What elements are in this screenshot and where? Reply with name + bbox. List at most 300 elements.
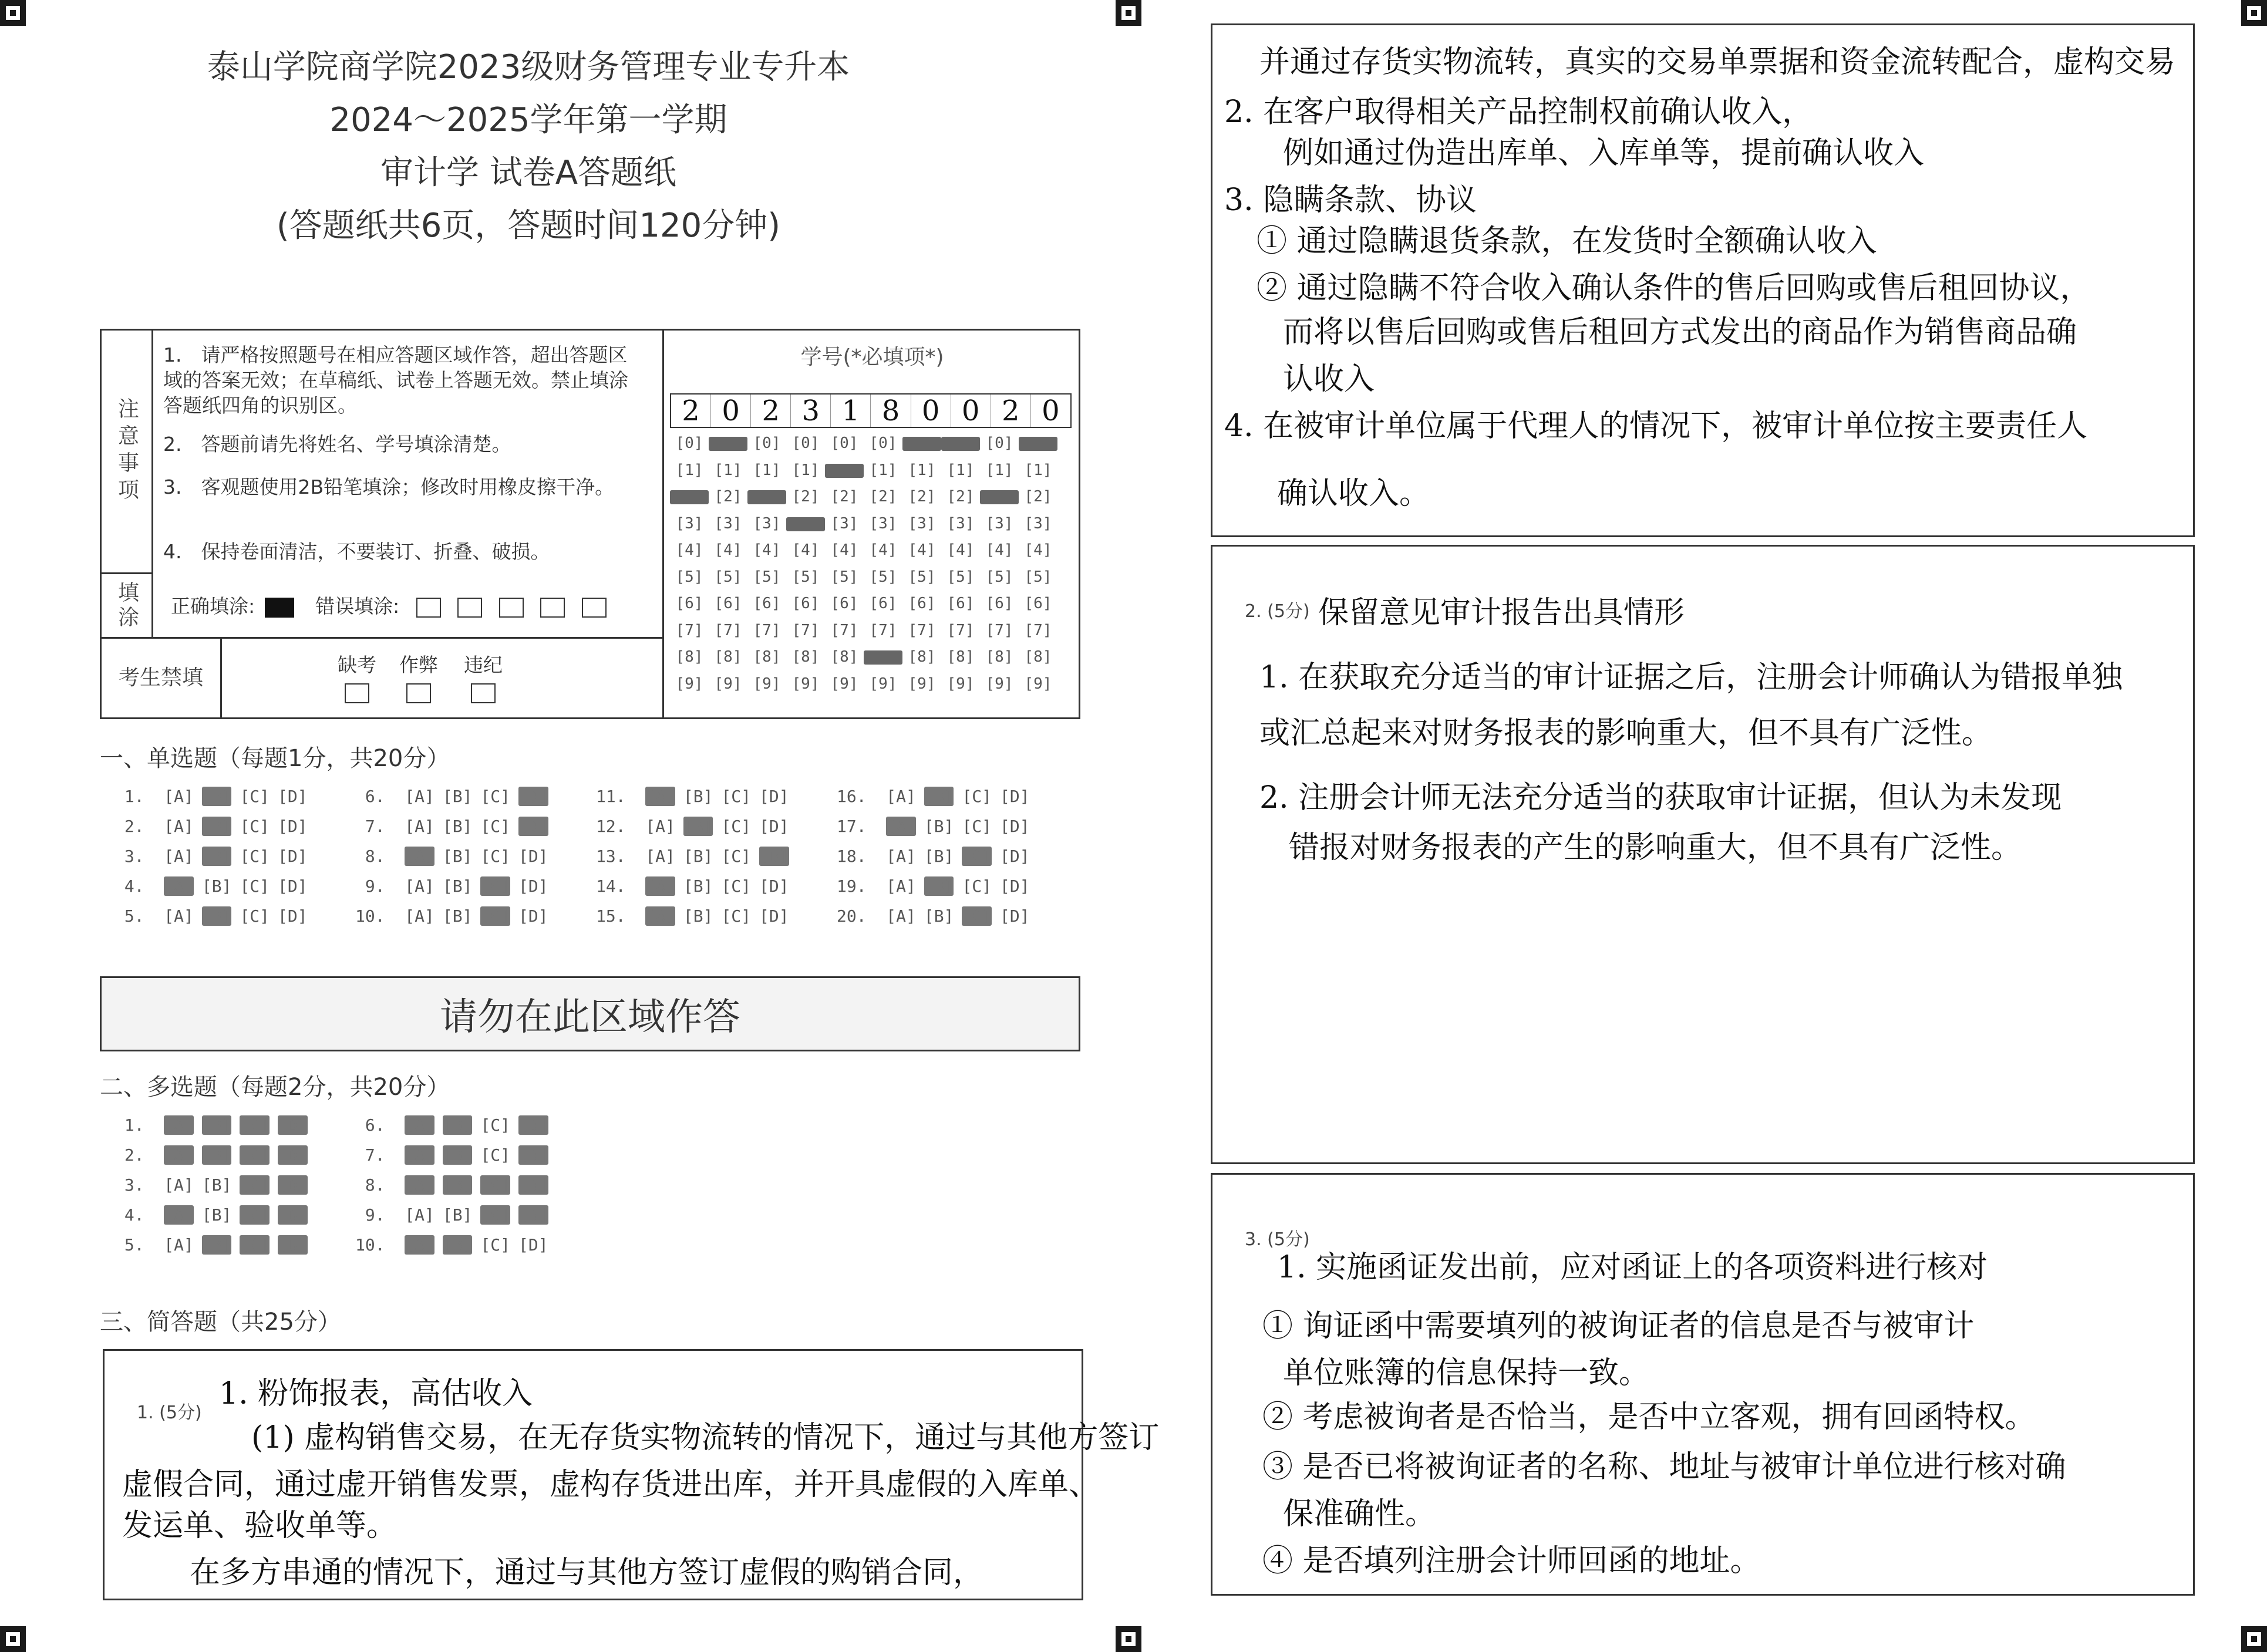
option-bubble[interactable]: [A] [164,876,194,896]
option-bubble[interactable]: [C] [721,787,752,806]
id-bubble[interactable]: [2] [908,488,936,505]
id-bubble[interactable]: [6] [753,595,781,612]
id-bubble[interactable]: [4] [908,541,936,559]
option-bubble[interactable]: [D] [278,1145,308,1165]
option-bubble[interactable]: [A] [645,787,675,806]
id-bubble[interactable]: [6] [675,595,703,612]
option-bubble[interactable]: [C] [962,847,992,866]
id-bubble[interactable]: [8] [753,648,781,666]
option-bubble[interactable]: [B] [683,876,713,896]
q3-line-4: ② 考虑被询者是否恰当，是否中立客观，拥有回函特权。 [1262,1400,2036,1435]
option-bubble[interactable]: [A] [405,1175,434,1195]
option-bubble[interactable]: [A] [886,787,916,806]
option-bubble[interactable]: [D] [1000,787,1030,806]
option-bubble[interactable]: [B] [201,817,232,836]
id-bubble[interactable]: [3] [908,514,936,532]
id-bubble[interactable]: [4] [753,541,781,559]
question-number: 9. [355,1205,405,1225]
single-choice-grid [114,787,1077,939]
option-bubble[interactable]: [C] [480,1235,511,1255]
question-row [114,847,316,866]
option-bubble[interactable]: [B] [442,876,473,896]
id-bubble[interactable]: [3] [714,514,742,532]
id-bubble[interactable]: [2] [714,488,742,505]
id-bubble[interactable] [980,490,1019,504]
option-bubble[interactable]: [B] [924,847,954,866]
id-bubble[interactable]: [1] [753,461,781,479]
option-bubble[interactable]: [A] [164,847,194,866]
id-bubble[interactable]: [7] [714,621,742,639]
id-bubble[interactable]: [8] [1024,648,1052,666]
option-bubble[interactable]: [D] [518,1235,548,1255]
wrong-mark-bracket [457,598,482,618]
exam-cheat: 作弊 [383,652,454,703]
id-bubble[interactable]: [2] [830,488,858,505]
id-bubble[interactable] [902,437,941,451]
q2-line-3: 或汇总起来对财务报表的影响重大，但不具有广泛性。 [1259,716,1993,751]
q1-line-2: (1) 虚构销售交易，在无存货实物流转的情况下，通过与其他方签订 [251,1420,1160,1455]
option-bubble[interactable]: [C] [721,906,752,926]
option-bubble[interactable]: [C] [240,847,270,866]
id-bubble-row [670,622,1057,639]
q1-cont-line-4: 3. 隐瞒条款、协议 [1224,183,1477,218]
option-bubble[interactable]: [D] [1000,817,1030,836]
option-bubble[interactable]: [B] [201,787,232,806]
id-bubble[interactable]: [1] [869,461,897,479]
id-bubble[interactable]: [5] [753,568,781,586]
id-bubble[interactable]: [6] [869,595,897,612]
id-bubble[interactable]: [0] [869,434,897,452]
option-bubble[interactable]: [C] [480,817,511,836]
option-bubble[interactable]: [A] [164,1115,194,1135]
option-bubble[interactable]: [C] [240,1205,270,1225]
id-bubble[interactable]: [5] [869,568,897,586]
option-bubble[interactable]: [A] [164,787,194,806]
id-bubble[interactable]: [4] [830,541,858,559]
option-bubble[interactable]: [B] [924,876,954,896]
wrong-mark-circle [540,598,565,618]
id-bubble[interactable]: [2] [946,488,975,505]
option-bubble[interactable]: [A] [164,1235,194,1255]
question-number: 16. [837,787,887,806]
q2-line-1: 保留意见审计报告出具情形 [1318,595,1685,631]
wrong-mark-dash [499,598,524,618]
id-bubble[interactable] [786,517,825,531]
notice-item-1: 1. 请严格按照题号在相应答题区域作答，超出答题区域的答案无效；在草稿纸、试卷上答题无效。禁止填涂答题纸四角的识别区。 [163,343,628,417]
option-bubble[interactable]: [C] [721,817,752,836]
option-bubble[interactable]: [D] [278,817,308,836]
id-bubble[interactable]: [9] [869,675,897,693]
option-bubble[interactable]: [D] [518,1115,548,1135]
question-row [355,1145,557,1165]
id-bubble[interactable]: [8] [985,648,1013,666]
option-bubble[interactable]: [B] [201,1175,232,1195]
id-bubble[interactable]: [6] [830,595,858,612]
id-bubble[interactable]: [1] [946,461,975,479]
option-bubble[interactable]: [D] [1000,847,1030,866]
question-number: 6. [355,787,405,806]
question-number: 6. [355,1115,405,1135]
id-bubble-row [670,648,1057,666]
answer-box-q1 [103,1349,1160,1600]
option-bubble[interactable]: [B] [442,1145,473,1165]
option-bubble[interactable]: [D] [278,1175,308,1195]
id-bubble[interactable]: [0] [791,434,820,452]
q2-line-5: 错报对财务报表的产生的影响重大，但不具有广泛性。 [1289,830,2022,865]
question-row [114,1205,316,1225]
id-bubble-row [670,515,1057,532]
question-number: 1. [114,787,164,806]
question-row [837,787,1038,806]
option-bubble[interactable]: [A] [164,1205,194,1225]
id-bubble[interactable]: [3] [675,514,703,532]
id-bubble[interactable]: [8] [675,648,703,666]
id-bubble[interactable]: [4] [714,541,742,559]
id-bubble[interactable]: [2] [791,488,820,505]
q1-cont-line-3: 例如通过伪造出库单、入库单等，提前确认收入 [1283,136,1925,171]
option-bubble[interactable]: [A] [886,876,916,896]
option-bubble[interactable]: [C] [240,906,270,926]
id-bubble-row [670,488,1057,505]
id-bubble[interactable] [825,464,864,478]
id-bubble[interactable]: [7] [985,621,1013,639]
id-bubble[interactable]: [7] [791,621,820,639]
option-bubble[interactable]: [D] [518,906,548,926]
id-bubble[interactable]: [1] [791,461,820,479]
student-id-grid [662,329,1080,719]
option-bubble[interactable]: [C] [240,787,270,806]
question-number: 3. [114,1175,164,1195]
question-row [114,787,316,806]
id-bubble[interactable]: [7] [908,621,936,639]
question-row [114,1175,316,1195]
option-bubble[interactable]: [B] [683,906,713,926]
id-bubble[interactable]: [9] [946,675,975,693]
id-bubble[interactable]: [5] [908,568,936,586]
option-bubble[interactable]: [B] [201,1115,232,1135]
id-bubble[interactable]: [1] [908,461,936,479]
id-bubble[interactable]: [1] [675,461,703,479]
option-bubble[interactable]: [C] [962,876,992,896]
id-bubble[interactable]: [2] [869,488,897,505]
option-bubble[interactable]: [C] [480,906,511,926]
id-bubble[interactable]: [7] [830,621,858,639]
id-bubble[interactable]: [6] [714,595,742,612]
question-row [355,787,557,806]
id-bubble[interactable]: [8] [946,648,975,666]
option-bubble[interactable]: [C] [240,1235,270,1255]
id-bubble[interactable]: [8] [830,648,858,666]
option-bubble[interactable]: [B] [924,906,954,926]
option-bubble[interactable]: [D] [278,787,308,806]
option-bubble[interactable]: [D] [518,876,548,896]
notice-item-3: 3. 客观题使用2B铅笔填涂；修改时用橡皮擦干净。 [163,476,615,498]
option-bubble[interactable]: [B] [201,906,232,926]
option-bubble[interactable]: [A] [405,847,434,866]
id-bubble[interactable]: [6] [985,595,1013,612]
question-row [355,876,557,896]
option-bubble[interactable]: [D] [278,1235,308,1255]
option-bubble[interactable]: [A] [405,1235,434,1255]
option-bubble[interactable]: [D] [759,817,789,836]
id-bubble[interactable]: [1] [714,461,742,479]
option-bubble[interactable]: [B] [924,817,954,836]
id-bubble[interactable] [864,650,902,665]
question-number: 18. [837,847,887,866]
q2-line-2: 1. 在获取充分适当的审计证据之后，注册会计师确认为错报单独 [1259,660,2123,695]
option-bubble[interactable]: [C] [480,847,511,866]
id-bubble[interactable] [747,490,786,504]
question-number: 7. [355,817,405,836]
option-bubble[interactable]: [D] [759,787,789,806]
option-bubble[interactable]: [A] [405,1205,434,1225]
option-bubble[interactable]: [B] [683,787,713,806]
question-number: 3. [114,847,164,866]
id-bubble-row [670,675,1057,693]
id-bubble[interactable]: [6] [946,595,975,612]
option-bubble[interactable]: [D] [278,1115,308,1135]
option-bubble[interactable]: [D] [518,1145,548,1165]
answer-box-q3 [1211,1173,2195,1596]
option-bubble[interactable]: [C] [480,1205,511,1225]
option-bubble[interactable]: [D] [518,847,548,866]
option-bubble[interactable]: [A] [405,1115,434,1135]
id-bubble[interactable]: [9] [791,675,820,693]
id-bubble-row [670,434,1057,452]
id-bubble[interactable]: [7] [946,621,975,639]
option-bubble[interactable]: [D] [518,1175,548,1195]
question-row [355,1235,557,1255]
option-bubble[interactable]: [B] [442,1115,473,1135]
option-bubble[interactable]: [C] [721,876,752,896]
option-bubble[interactable]: [B] [442,787,473,806]
multi-choice-grid [114,1115,643,1268]
option-bubble[interactable]: [C] [480,1175,511,1195]
question-number: 8. [355,1175,405,1195]
question-row [837,906,1038,926]
q3-line-7: ④ 是否填列注册会计师回函的地址。 [1262,1543,1761,1579]
question-row [355,817,557,836]
id-bubble[interactable]: [0] [985,434,1013,452]
option-bubble[interactable]: [C] [240,876,270,896]
option-bubble[interactable]: [C] [480,1115,511,1135]
option-bubble[interactable]: [C] [240,1175,270,1195]
option-bubble[interactable]: [A] [405,1145,434,1165]
option-bubble[interactable]: [D] [278,876,308,896]
id-bubble[interactable]: [4] [1024,541,1052,559]
option-bubble[interactable]: [D] [759,906,789,926]
option-bubble[interactable]: [B] [442,817,473,836]
q1-label: 1. (5分) [137,1402,202,1423]
id-bubble[interactable]: [0] [753,434,781,452]
option-bubble[interactable]: [B] [442,847,473,866]
option-bubble[interactable]: [C] [962,787,992,806]
q1-cont-line-9: 4. 在被审计单位属于代理人的情况下，被审计单位按主要责任人 [1224,409,2088,444]
wrong-mark-check [416,598,441,618]
option-bubble[interactable]: [A] [164,817,194,836]
id-bubble[interactable]: [6] [908,595,936,612]
option-bubble[interactable]: [A] [645,906,675,926]
id-bubble[interactable]: [9] [908,675,936,693]
option-bubble[interactable]: [A] [886,817,916,836]
option-bubble[interactable]: [A] [645,817,675,836]
option-bubble[interactable]: [D] [759,847,789,866]
id-bubble[interactable]: [4] [985,541,1013,559]
option-bubble[interactable]: [C] [480,787,511,806]
option-bubble[interactable]: [A] [164,906,194,926]
option-bubble[interactable]: [B] [201,876,232,896]
exam-absent: 缺考 [322,652,392,703]
id-bubble[interactable]: [7] [1024,621,1052,639]
id-bubble[interactable]: [0] [675,434,703,452]
id-bubble[interactable]: [3] [946,514,975,532]
question-row [837,876,1038,896]
id-bubble[interactable]: [3] [869,514,897,532]
id-bubble[interactable]: [8] [714,648,742,666]
option-bubble[interactable]: [A] [164,1175,194,1195]
id-bubble[interactable]: [1] [985,461,1013,479]
id-bubble[interactable]: [9] [1024,675,1052,693]
option-bubble[interactable]: [B] [201,1205,232,1225]
option-bubble[interactable]: [B] [201,1235,232,1255]
corner-mark-top-middle [1116,0,1141,26]
option-bubble[interactable]: [B] [442,906,473,926]
id-bubble[interactable]: [7] [869,621,897,639]
option-bubble[interactable]: [B] [924,787,954,806]
question-row [596,876,797,896]
question-number: 20. [837,906,887,926]
id-bubble-row [670,595,1057,612]
q1-cont-line-2: 2. 在客户取得相关产品控制权前确认收入， [1224,95,1813,130]
fill-label: 填涂 [102,574,153,639]
id-bubble[interactable]: [5] [675,568,703,586]
id-bubble[interactable]: [8] [908,648,936,666]
id-bubble[interactable]: [6] [1024,595,1052,612]
option-bubble[interactable]: [B] [442,1175,473,1195]
option-bubble[interactable]: [B] [201,847,232,866]
id-bubble[interactable]: [3] [830,514,858,532]
option-bubble[interactable]: [B] [442,1235,473,1255]
option-bubble[interactable]: [B] [683,817,713,836]
option-bubble[interactable]: [D] [1000,876,1030,896]
id-bubble[interactable]: [5] [985,568,1013,586]
option-bubble[interactable]: [A] [886,847,916,866]
question-number: 12. [596,817,646,836]
notice-label: 注意事项 [102,331,153,574]
id-bubble[interactable] [941,437,980,451]
wrong-fill-label: 错误填涂: [315,595,400,618]
id-bubble[interactable]: [4] [946,541,975,559]
option-bubble[interactable]: [C] [480,876,511,896]
question-number: 7. [355,1145,405,1165]
option-bubble[interactable]: [A] [405,906,434,926]
id-bubble[interactable]: [4] [869,541,897,559]
id-bubble[interactable]: [1] [1024,461,1052,479]
corner-mark-top-right [2241,0,2267,26]
option-bubble[interactable]: [A] [405,876,434,896]
option-bubble[interactable]: [D] [518,1205,548,1225]
fill-example [171,594,658,619]
option-bubble[interactable]: [A] [405,817,434,836]
option-bubble[interactable]: [C] [962,906,992,926]
option-bubble[interactable]: [D] [278,847,308,866]
option-bubble[interactable]: [B] [683,847,713,866]
option-bubble[interactable]: [C] [240,1145,270,1165]
id-bubble[interactable]: [8] [791,648,820,666]
answer-box-q2 [1211,545,2195,1164]
option-bubble[interactable]: [C] [240,1115,270,1135]
id-bubble[interactable]: [9] [753,675,781,693]
short-answer-title: 三、简答题（共25分） [100,1309,341,1336]
id-bubble[interactable]: [9] [985,675,1013,693]
id-bubble[interactable]: [9] [675,675,703,693]
q2-label: 2. (5分) [1245,601,1310,622]
q1-cont-line-5: ① 通过隐瞒退货条款，在发货时全额确认收入 [1257,224,1877,259]
id-bubble[interactable]: [9] [714,675,742,693]
question-number: 13. [596,847,646,866]
id-bubble[interactable]: [7] [753,621,781,639]
id-bubble[interactable]: [5] [830,568,858,586]
id-bubble[interactable]: [3] [1024,514,1052,532]
id-bubble[interactable]: [2] [1024,488,1052,505]
option-bubble[interactable]: [C] [240,817,270,836]
option-bubble[interactable]: [C] [962,817,992,836]
option-bubble[interactable]: [A] [645,876,675,896]
question-row [114,817,316,836]
option-bubble[interactable]: [C] [480,1145,511,1165]
question-number: 10. [355,906,405,926]
notice-item-4: 4. 保持卷面清洁，不要装订、折叠、破损。 [163,540,550,563]
option-bubble[interactable]: [D] [759,876,789,896]
option-bubble[interactable]: [A] [405,787,434,806]
id-bubble[interactable]: [5] [714,568,742,586]
option-bubble[interactable]: [D] [278,1205,308,1225]
question-row [355,847,557,866]
question-row [114,1115,316,1135]
id-bubble[interactable]: [5] [791,568,820,586]
id-bubble[interactable]: [5] [1024,568,1052,586]
q3-label: 3. (5分) [1245,1229,1310,1250]
q3-line-1: 1. 实施函证发出前，应对函证上的各项资料进行核对 [1277,1250,1988,1285]
id-bubble[interactable]: [5] [946,568,975,586]
id-bubble[interactable] [709,437,747,451]
id-bubble[interactable]: [9] [830,675,858,693]
id-bubble[interactable] [1019,437,1057,451]
id-bubble[interactable]: [6] [791,595,820,612]
id-bubble[interactable]: [7] [675,621,703,639]
id-bubble[interactable]: [3] [985,514,1013,532]
id-bubble[interactable] [670,490,709,504]
question-number: 15. [596,906,646,926]
option-bubble[interactable]: [B] [201,1145,232,1165]
option-bubble[interactable]: [D] [278,906,308,926]
option-bubble[interactable]: [D] [518,817,548,836]
corner-mark-bottom-middle [1116,1626,1141,1652]
option-bubble[interactable]: [C] [721,847,752,866]
option-bubble[interactable]: [D] [1000,906,1030,926]
q3-line-6: 保准确性。 [1283,1496,1436,1532]
id-bubble[interactable]: [4] [791,541,820,559]
option-bubble[interactable]: [D] [518,787,548,806]
id-bubble[interactable]: [3] [753,514,781,532]
option-bubble[interactable]: [A] [645,847,675,866]
option-bubble[interactable]: [A] [886,906,916,926]
question-number: 9. [355,876,405,896]
id-bubble[interactable]: [0] [830,434,858,452]
option-bubble[interactable]: [B] [442,1205,473,1225]
option-bubble[interactable]: [A] [164,1145,194,1165]
id-bubble[interactable]: [4] [675,541,703,559]
